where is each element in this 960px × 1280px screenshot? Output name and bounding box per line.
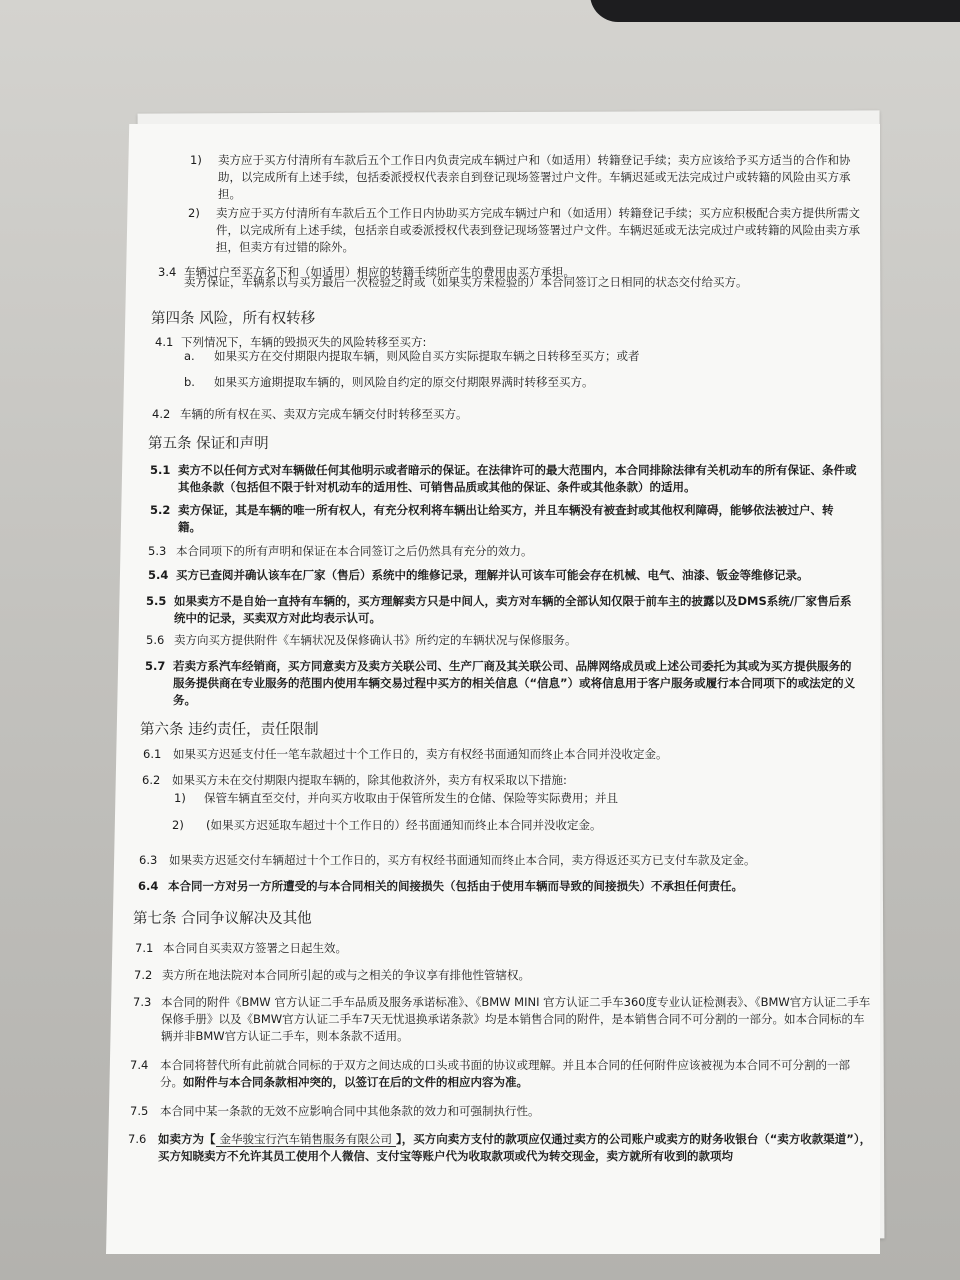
article-4-title: 第四条 风险，所有权转移 <box>151 311 316 327</box>
clause-4-2: 4.2 车辆的所有权在买、卖双方完成车辆交付时转移至买方。 <box>152 407 468 421</box>
article-6-title: 第六条 违约责任，责任限制 <box>140 722 319 738</box>
clause-7-3: 7.3 本合同的附件《BMW 官方认证二手车品质及服务承诺标准》、《BMW MINI 官方认证二手车360度专业认证检测表》、《BMW官方认证二手车保修手册》以及《BMW官方认证二手车7天无忧退换承诺条款》均是本销售合同的附件，是本销售合同不可分割的一部分。如本合同标的车辆并非BMW官方认证二手车，则本条款不适用。 <box>133 995 871 1043</box>
clause-7-4-normal: 本合同将替代所有此前就合同标的于双方之间达成的口头或书面的协议或理解。并且本合同的任何附件应该被视为本合同不可分割的一部分。 <box>160 1058 850 1089</box>
clause-5-2: 5.2 卖方保证，其是车辆的唯一所有权人，有充分权利将车辆出让给买方，并且车辆没有被查封或其他权利障碍，能够依法被过户、转籍。 <box>150 503 834 534</box>
clause-7-6: 7.6 如卖方为【 金华骏宝行汽车销售服务有限公司 】，买方向卖方支付的款项应仅通过卖方的公司账户或卖方的财务收银台（“卖方收款渠道”），买方知晓卖方不允许其员工使用个人微信、支付宝等账户代为收取款项或代为转交现金，卖方就所有收到的款项均 <box>128 1132 872 1163</box>
clause-6-2-1: 1) 保管车辆直至交付，并向买方收取由于保管所发生的仓储、保险等实际费用；并且 <box>174 791 618 805</box>
clause-6-2: 6.2 如果买方未在交付期限内提取车辆的，除其他救济外，卖方有权采取以下措施: <box>142 773 567 787</box>
article-5-title: 第五条 保证和声明 <box>148 436 269 452</box>
clause-3-3-2: 2) 卖方应于买方付清所有车款后五个工作日内协助买方完成车辆过户和（如适用）转籍登记手续；买方应积极配合卖方提供所需文件，以完成所有上述手续，包括亲自或委派授权代表到登记现场签署过户文件。车辆迟延或无法完成过户或转籍的风险由卖方承担，但卖方有过错的除外。 <box>188 206 860 254</box>
clause-3-4: 3.4 车辆过户至买方名下和（如适用）相应的转籍手续所产生的费用由买方承担。 <box>158 265 575 279</box>
clause-4-1-b: b. 如果买方逾期提取车辆的，则风险自约定的原交付期限界满时转移至买方。 <box>184 375 594 389</box>
clause-7-1: 7.1 本合同自买卖双方签署之日起生效。 <box>135 941 347 955</box>
seller-company-name: 金华骏宝行汽车销售服务有限公司 <box>216 1132 397 1147</box>
clause-7-2: 7.2 卖方所在地法院对本合同所引起的或与之相关的争议享有排他性管辖权。 <box>134 968 530 982</box>
clause-3-4-guarantee: 卖方保证，车辆系以与买方最后一次检验之时或（如果买方未检验的）本合同签订之日相同的状态交付给买方。 <box>184 275 748 289</box>
clause-7-4: 7.4 本合同将替代所有此前就合同标的于双方之间达成的口头或书面的协议或理解。并且本合同的任何附件应该被视为本合同不可分割的一部分。如附件与本合同条款相冲突的，以签订在后的文件的相应内容为准。 <box>130 1058 850 1089</box>
clause-7-4-bold: 如附件与本合同条款相冲突的，以签订在后的文件的相应内容为准。 <box>183 1075 528 1089</box>
clause-5-5: 5.5 如果卖方不是自始一直持有车辆的，买方理解卖方只是中间人，卖方对车辆的全部认知仅限于前车主的披露以及DMS系统/厂家售后系统中的记录，买卖双方对此均表示认可。 <box>146 594 852 625</box>
clause-6-4: 6.4 本合同一方对另一方所遭受的与本合同相关的间接损失（包括由于使用车辆而导致的间接损失）不承担任何责任。 <box>138 879 743 893</box>
article-7-title: 第七条 合同争议解决及其他 <box>133 911 312 927</box>
clause-7-6-pre: 如卖方为【 <box>158 1132 216 1146</box>
clause-5-3: 5.3 本合同项下的所有声明和保证在本合同签订之后仍然具有充分的效力。 <box>148 544 533 558</box>
clause-4-1: 4.1 下列情况下，车辆的毁损灭失的风险转移至买方: <box>155 335 427 349</box>
clause-5-7: 5.7 若卖方系汽车经销商，买方同意卖方及卖方关联公司、生产厂商及其关联公司、品牌网络成员或上述公司委托为其或为买方提供服务的服务提供商在专业服务的范围内使用车辆交易过程中买方的相关信息（“信息”）或将信息用于客户服务或履行本合同项下的或法定的义务。 <box>145 659 856 707</box>
clause-5-4: 5.4 买方已查阅并确认该车在厂家（售后）系统中的维修记录，理解并认可该车可能会存在机械、电气、油漆、钣金等维修记录。 <box>148 568 809 582</box>
clause-6-3: 6.3 如果卖方迟延交付车辆超过十个工作日的，买方有权经书面通知而终止本合同，卖方得返还买方已支付车款及定金。 <box>139 853 756 867</box>
clause-3-3-1: 1) 卖方应于买方付清所有车款后五个工作日内负责完成车辆过户和（如适用）转籍登记手续；卖方应该给予买方适当的合作和协助，以完成所有上述手续，包括委派授权代表亲自到登记现场签署过户文件。车辆迟延或无法完成过户或转籍的风险由买方承担。 <box>190 153 851 201</box>
clause-6-2-2: 2) (如果买方迟延取车超过十个工作日的）经书面通知而终止本合同并没收定金。 <box>172 818 602 832</box>
clause-4-1-a: a. 如果买方在交付期限内提取车辆，则风险自买方实际提取车辆之日转移至买方；或者 <box>184 349 640 363</box>
clause-7-5: 7.5 本合同中某一条款的无效不应影响合同中其他条款的效力和可强制执行性。 <box>130 1104 540 1118</box>
clause-6-1: 6.1 如果买方迟延支付任一笔车款超过十个工作日的，卖方有权经书面通知而终止本合同并没收定金。 <box>143 747 668 761</box>
clause-7-6-post: 】，买方向卖方支付的款项应仅通过卖方的公司账户或卖方的财务收银台（“卖方收款渠道”），买方知晓卖方不允许其员工使用个人微信、支付宝等账户代为收取款项或代为转交现金，卖方就所有收到的款项均 <box>158 1132 872 1163</box>
clause-5-6: 5.6 卖方向买方提供附件《车辆状况及保修确认书》所约定的车辆状况与保修服务。 <box>146 633 577 647</box>
clause-5-1: 5.1 卖方不以任何方式对车辆做任何其他明示或者暗示的保证。在法律许可的最大范围内，本合同排除法律有关机动车的所有保证、条件或其他条款（包括但不限于针对机动车的适用性、可销售品质或其他的保证、条件或其他条款）的适用。 <box>150 463 857 494</box>
